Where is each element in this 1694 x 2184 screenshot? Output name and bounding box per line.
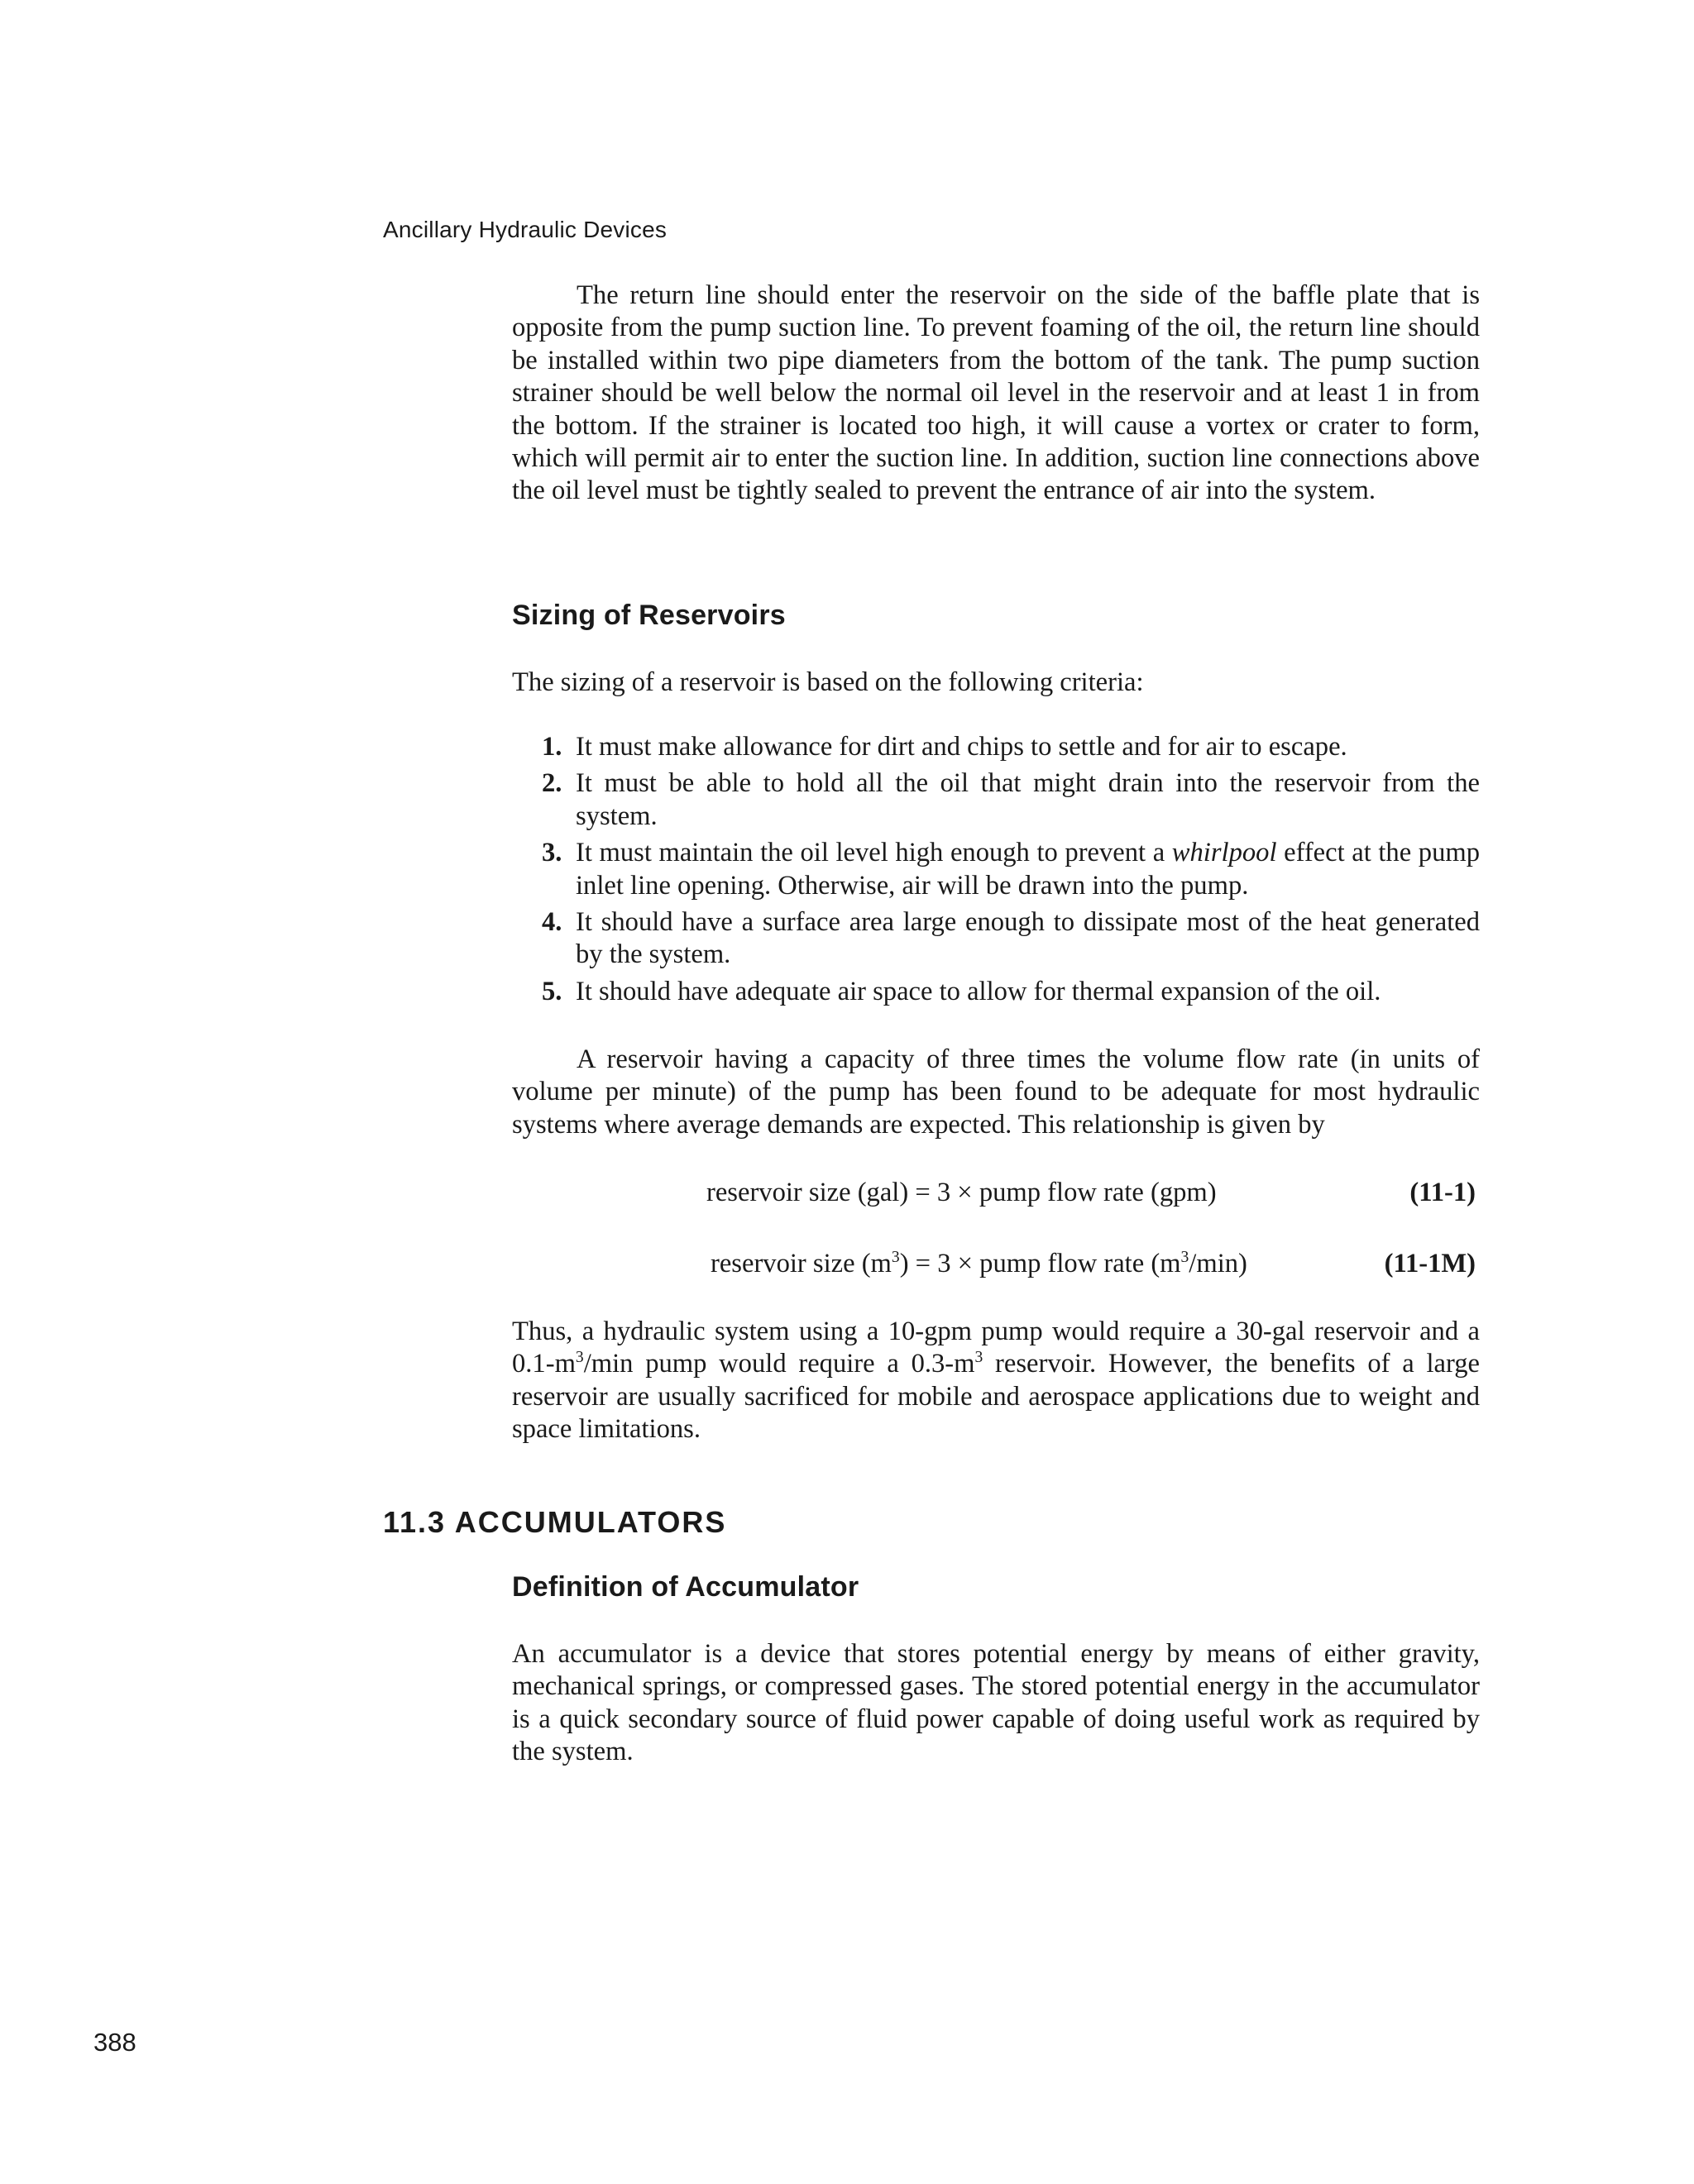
running-head: Ancillary Hydraulic Devices — [383, 217, 668, 242]
paragraph-thus: Thus, a hydraulic system using a 10-gpm pump would require a 30-gal reservoir and a $0.1-m^3/\min$ pump would require a $0.3-m^3$ reservoir. However, the benefits of a large reservoir are usually sacrificed for mobile and aerospace applications due to weight and space limitations. — [512, 1317, 1480, 1445]
equation-number: (11-1) — [1409, 1178, 1476, 1207]
equation-11-1 — [512, 1178, 1480, 1214]
list-item-emphasis: whirlpool — [1171, 838, 1277, 868]
list-item-number: 4. — [542, 907, 562, 938]
heading-section-accumulators: 11.3 ACCUMULATORS — [383, 1505, 727, 1539]
list-item-text: It must be able to hold all the oil that might drain into the reservoir from the system. — [576, 768, 1480, 831]
heading-sizing-of-reservoirs: Sizing of Reservoirs — [512, 600, 786, 631]
list-item — [512, 731, 1480, 763]
list-item-number: 1. — [542, 732, 562, 762]
equation-11-1m — [512, 1249, 1480, 1285]
list-item-text: It must make allowance for dirt and chips to settle and for air to escape. — [576, 732, 1347, 762]
heading-definition-of-accumulator: Definition of Accumulator — [512, 1571, 859, 1603]
equation-expression: reservoir size (gal) = 3 × pump flow rate (gpm) — [706, 1178, 1217, 1207]
list-item-number: 3. — [542, 838, 562, 868]
list-item-text: It should have adequate air space to allow for thermal expansion of the oil. — [576, 976, 1381, 1006]
list-item-text: It must maintain the oil level high enough to prevent a — [576, 838, 1172, 868]
page-number: 388 — [93, 2028, 136, 2057]
paragraph-return-line: The return line should enter the reservoir on the side of the baffle plate that is opposite from the pump suction line. To prevent foaming of the oil, the return line should be installed within two pipe diameters from the bottom of the tank. The pump suction strainer should be well below the normal oil level in the reservoir and at least 1 in from the bottom. If the strainer is located too high, it will cause a vortex or crater to form, which will permit air to enter the suction line. In addition, suction line connections above the oil level must be tightly sealed to prevent the entrance of air into the system. — [512, 280, 1480, 506]
list-item — [512, 767, 1480, 833]
equation-number: (11-1M) — [1384, 1249, 1476, 1278]
list-item — [512, 837, 1480, 902]
paragraph-sizing-intro: The sizing of a reservoir is based on the following criteria: — [512, 667, 1144, 697]
criteria-list — [512, 731, 1480, 1012]
list-item-text: It should have a surface area large enough to dissipate most of the heat generated by the system. — [576, 907, 1480, 970]
paragraph-capacity: A reservoir having a capacity of three times the volume flow rate (in units of volume per minute) of the pump has been found to be adequate for most hydraulic systems where average demands are expected. This relationship is given by — [512, 1044, 1480, 1140]
equation-expression: reservoir size $(m^3) = 3$ × pump flow rate $(m^3/\min)$ — [711, 1249, 1247, 1278]
list-item-number: 5. — [542, 976, 562, 1006]
list-item — [512, 906, 1480, 972]
list-item-number: 2. — [542, 768, 562, 799]
list-item-text: effect at the pump inlet line opening. Otherwise, air will be drawn into the pump. — [576, 838, 1480, 901]
paragraph-definition: An accumulator is a device that stores potential energy by means of either gravity, mechanical springs, or compressed gases. The stored potential energy in the accumulator is a quick secondary source of fluid power capable of doing useful work as required by the system. — [512, 1639, 1480, 1767]
list-item — [512, 976, 1480, 1008]
